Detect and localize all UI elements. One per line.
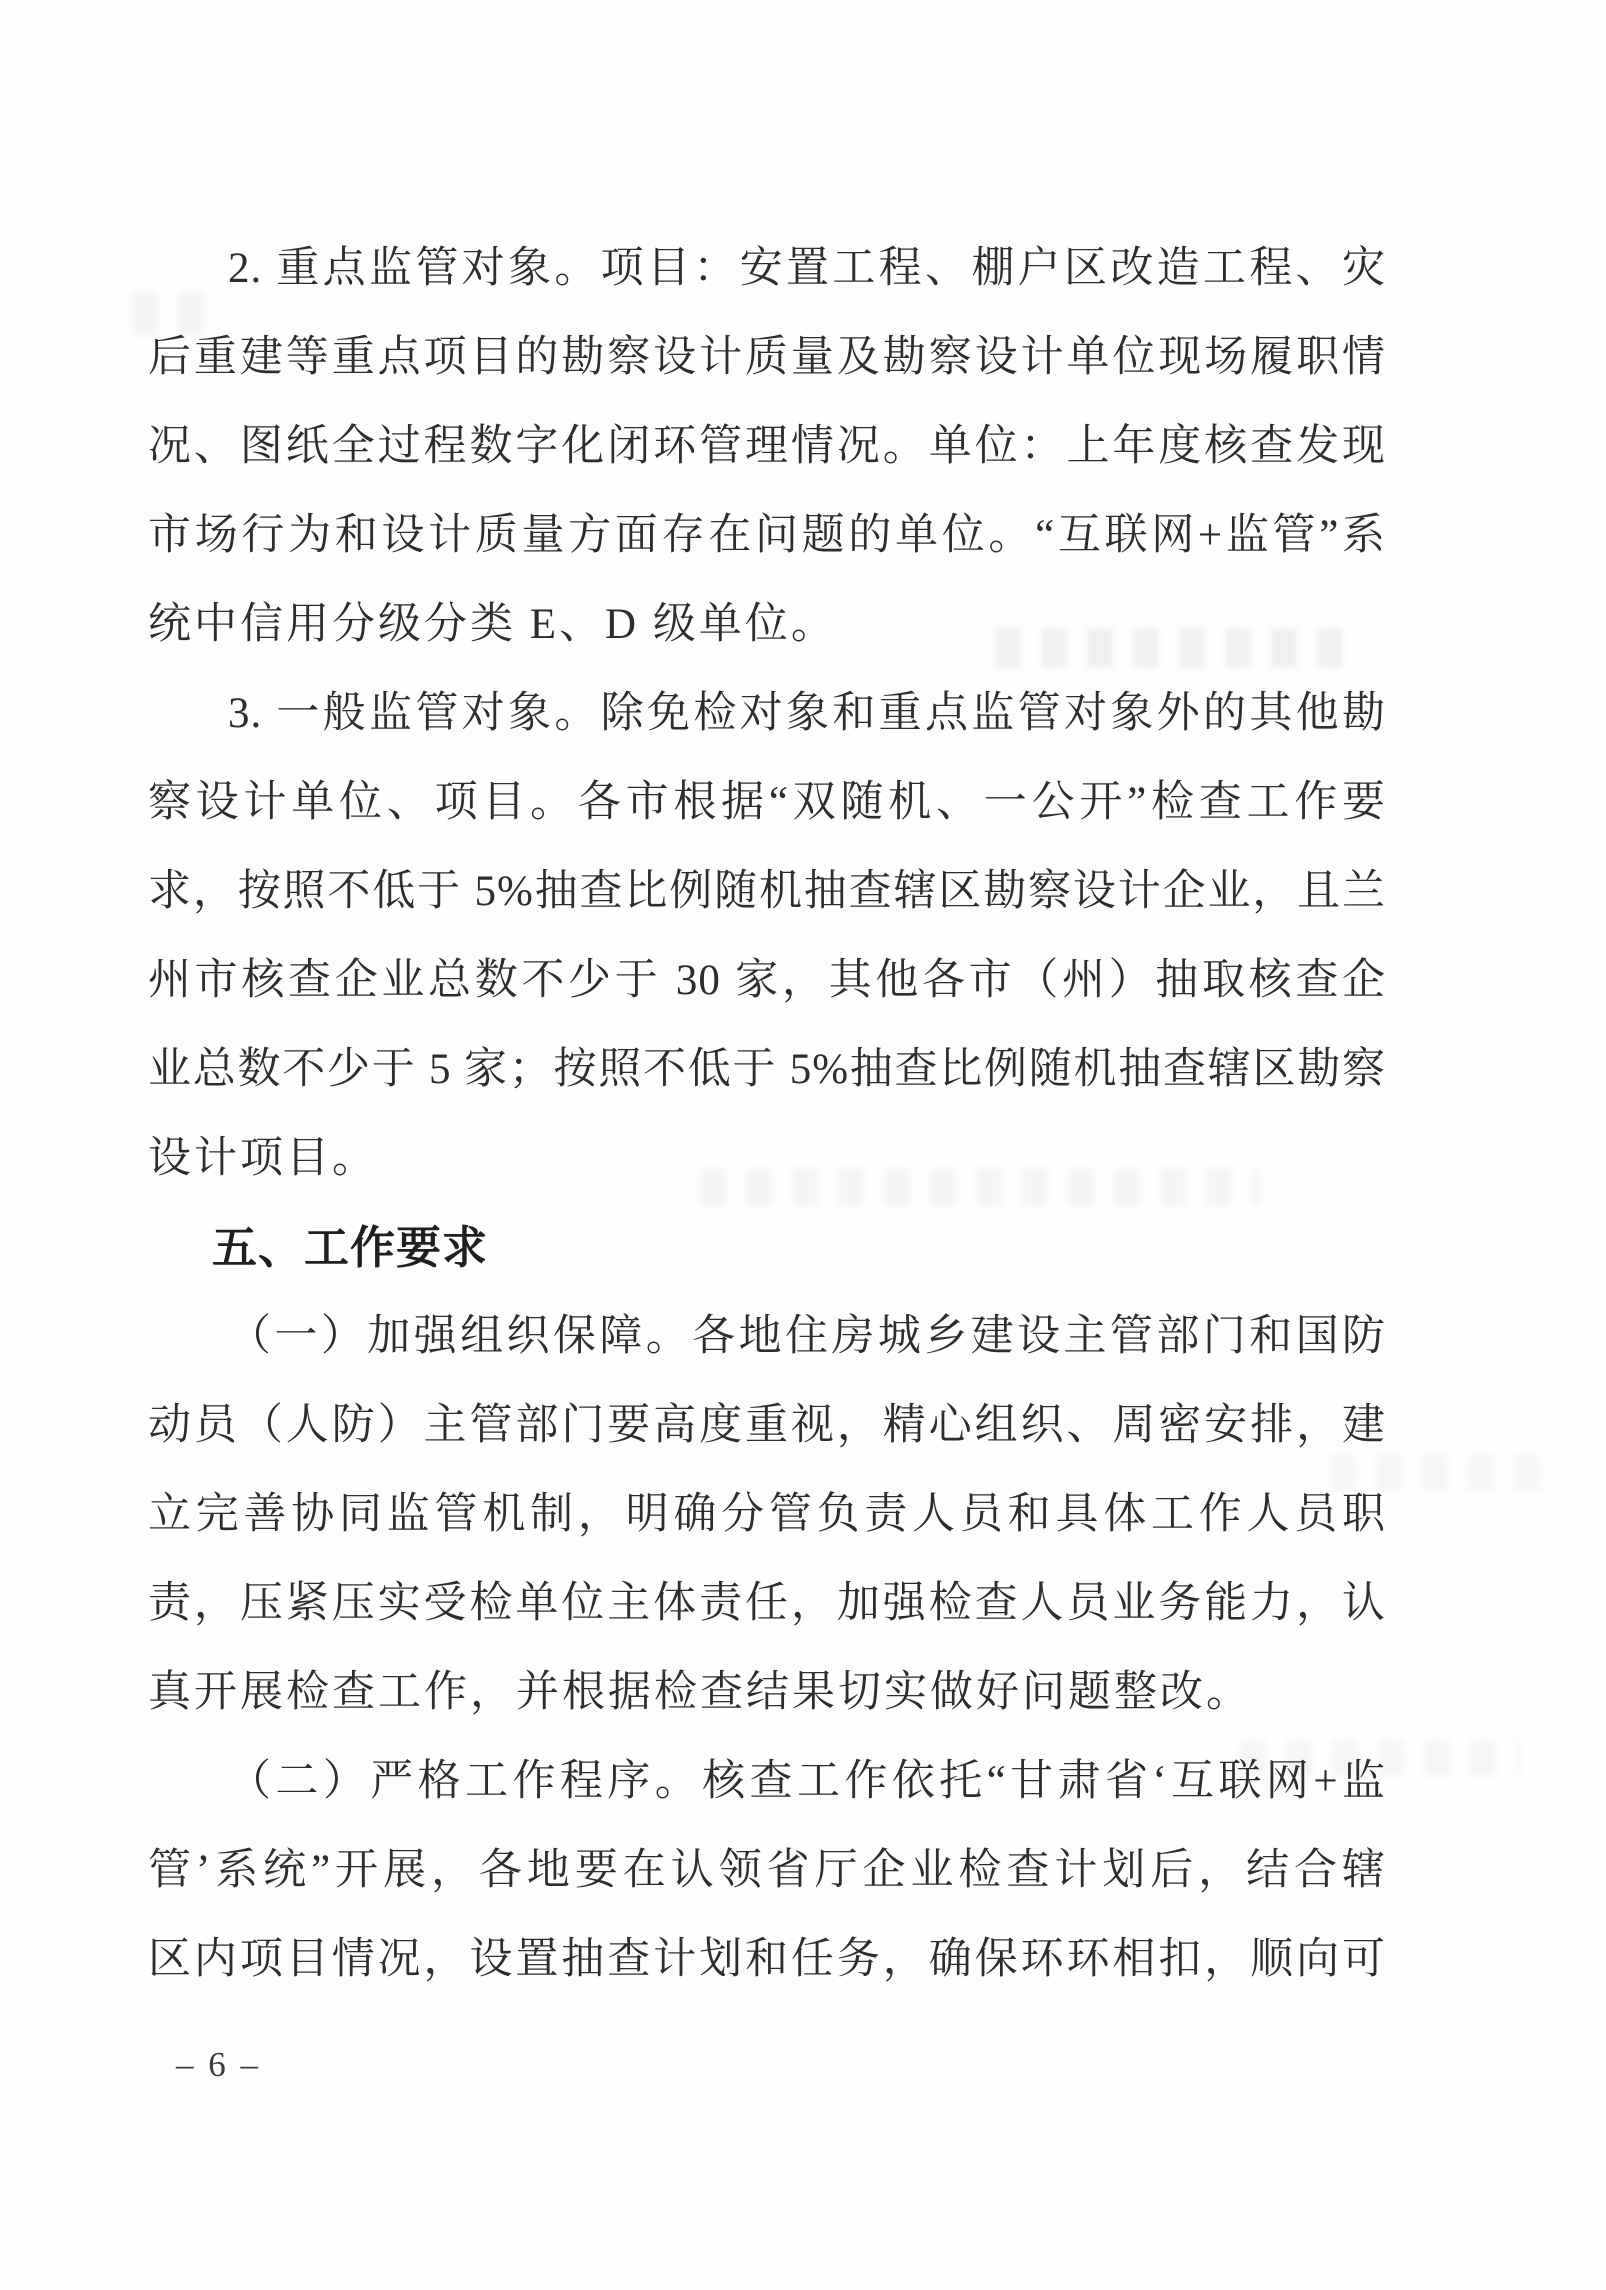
paragraph-general-supervision [148, 669, 1386, 1203]
text-line: 区内项目情况，设置抽查计划和任务，确保环环相扣，顺向可 [148, 1936, 1386, 1983]
text-line: 察设计单位、项目。各市根据“双随机、一公开”检查工作要 [148, 779, 1386, 826]
paragraph-work-procedure [148, 1737, 1386, 2004]
text-line: 设计项目。 [148, 1135, 378, 1182]
text-line: 求，按照不低于 5%抽查比例随机抽查辖区勘察设计企业，且兰 [148, 868, 1386, 915]
text-line: 统中信用分级分类 E、D 级单位。 [148, 601, 837, 648]
text-line: 真开展检查工作，并根据检查结果切实做好问题整改。 [148, 1669, 1252, 1716]
text-line: 况、图纸全过程数字化闭环管理情况。单位：上年度核查发现 [148, 423, 1386, 470]
text-line: （一）加强组织保障。各地住房城乡建设主管部门和国防 [228, 1313, 1386, 1360]
text-line: （二）严格工作程序。核查工作依托“甘肃省‘互联网+监 [228, 1758, 1386, 1805]
text-line: 2. 重点监管对象。项目：安置工程、棚户区改造工程、灾 [228, 245, 1386, 292]
text-line: 业总数不少于 5 家；按照不低于 5%抽查比例随机抽查辖区勘察 [148, 1046, 1386, 1093]
text-line: 州市核查企业总数不少于 30 家，其他各市（州）抽取核查企 [148, 957, 1386, 1004]
text-line: 责，压紧压实受检单位主体责任，加强检查人员业务能力，认 [148, 1580, 1386, 1627]
text-line: 3. 一般监管对象。除免检对象和重点监管对象外的其他勘 [228, 690, 1386, 737]
page-number: – 6 – [176, 2045, 261, 2084]
text-line: 立完善协同监管机制，明确分管负责人员和具体工作人员职 [148, 1491, 1386, 1538]
paragraph-org-guarantee [148, 1292, 1386, 1737]
text-line: 管’系统”开展，各地要在认领省厅企业检查计划后，结合辖 [148, 1847, 1386, 1894]
text-line: 动员（人防）主管部门要高度重视，精心组织、周密安排，建 [148, 1402, 1386, 1449]
section-heading: 五、工作要求 [212, 1222, 489, 1273]
text-line: 后重建等重点项目的勘察设计质量及勘察设计单位现场履职情 [148, 334, 1386, 381]
text-line: 市场行为和设计质量方面存在问题的单位。“互联网+监管”系 [148, 512, 1386, 559]
body-text [148, 224, 1386, 2004]
paragraph-key-supervision [148, 224, 1386, 669]
